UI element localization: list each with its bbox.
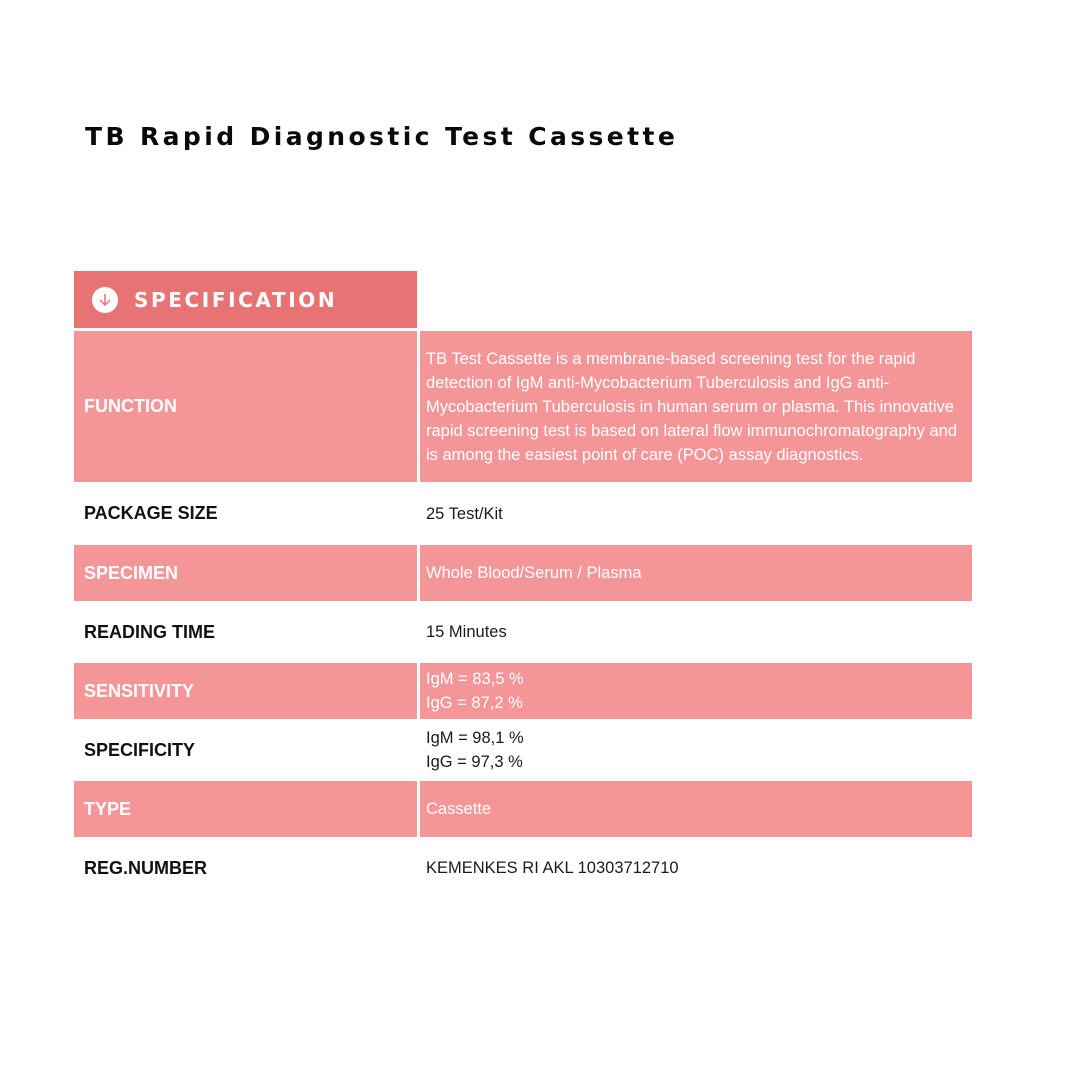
arrow-down-circle-icon <box>92 287 118 313</box>
spec-row-function <box>74 331 972 482</box>
spec-row-specificity <box>74 722 972 778</box>
spec-label: READING TIME <box>74 604 417 660</box>
function-description: TB Test Cassette is a membrane-based screening test for the rapid detection of IgM anti-Mycobacterium Tuberculosis and IgG anti-Mycobacterium Tuberculosis in human serum or plasma. This innovative rapid screening test is based on lateral flow immunochromatography and is among the easiest point of care (POC) assay diagnostics. <box>426 349 958 464</box>
spec-value-text: 15 Minutes <box>426 623 507 641</box>
spec-label: PACKAGE SIZE <box>74 485 417 542</box>
page-title: TB Rapid Diagnostic Test Cassette <box>85 122 679 151</box>
spec-value-text: KEMENKES RI AKL 10303712710 <box>426 859 679 877</box>
spec-value <box>420 331 972 482</box>
spec-value-line: IgG = 87,2 % <box>426 694 523 712</box>
spec-row-specimen <box>74 545 972 601</box>
spec-value <box>420 663 972 719</box>
spec-value <box>420 604 972 660</box>
spec-label: FUNCTION <box>74 331 417 482</box>
spec-value-text: Whole Blood/Serum / Plasma <box>426 564 642 582</box>
spec-value-line: IgG = 97,3 % <box>426 753 523 771</box>
spec-row-sensitivity <box>74 663 972 719</box>
spec-label: SPECIMEN <box>74 545 417 601</box>
spec-label: REG.NUMBER <box>74 840 417 896</box>
spec-value <box>420 722 972 778</box>
spec-value <box>420 545 972 601</box>
spec-label: TYPE <box>74 781 417 837</box>
spec-value-text: Cassette <box>426 800 492 818</box>
spec-value <box>420 840 972 896</box>
spec-value-line: IgM = 83,5 % <box>426 670 524 688</box>
specification-title: SPECIFICATION <box>134 287 338 312</box>
spec-value-line: IgM = 98,1 % <box>426 729 524 747</box>
spec-row-reading-time <box>74 604 972 660</box>
spec-row-reg-number <box>74 840 972 896</box>
specification-header[interactable] <box>74 271 417 328</box>
spec-value <box>420 485 972 542</box>
spec-row-package-size <box>74 485 972 542</box>
spec-value <box>420 781 972 837</box>
spec-label: SENSITIVITY <box>74 663 417 719</box>
spec-row-type <box>74 781 972 837</box>
spec-value-text: 25 Test/Kit <box>426 504 503 523</box>
spec-label: SPECIFICITY <box>74 722 417 778</box>
